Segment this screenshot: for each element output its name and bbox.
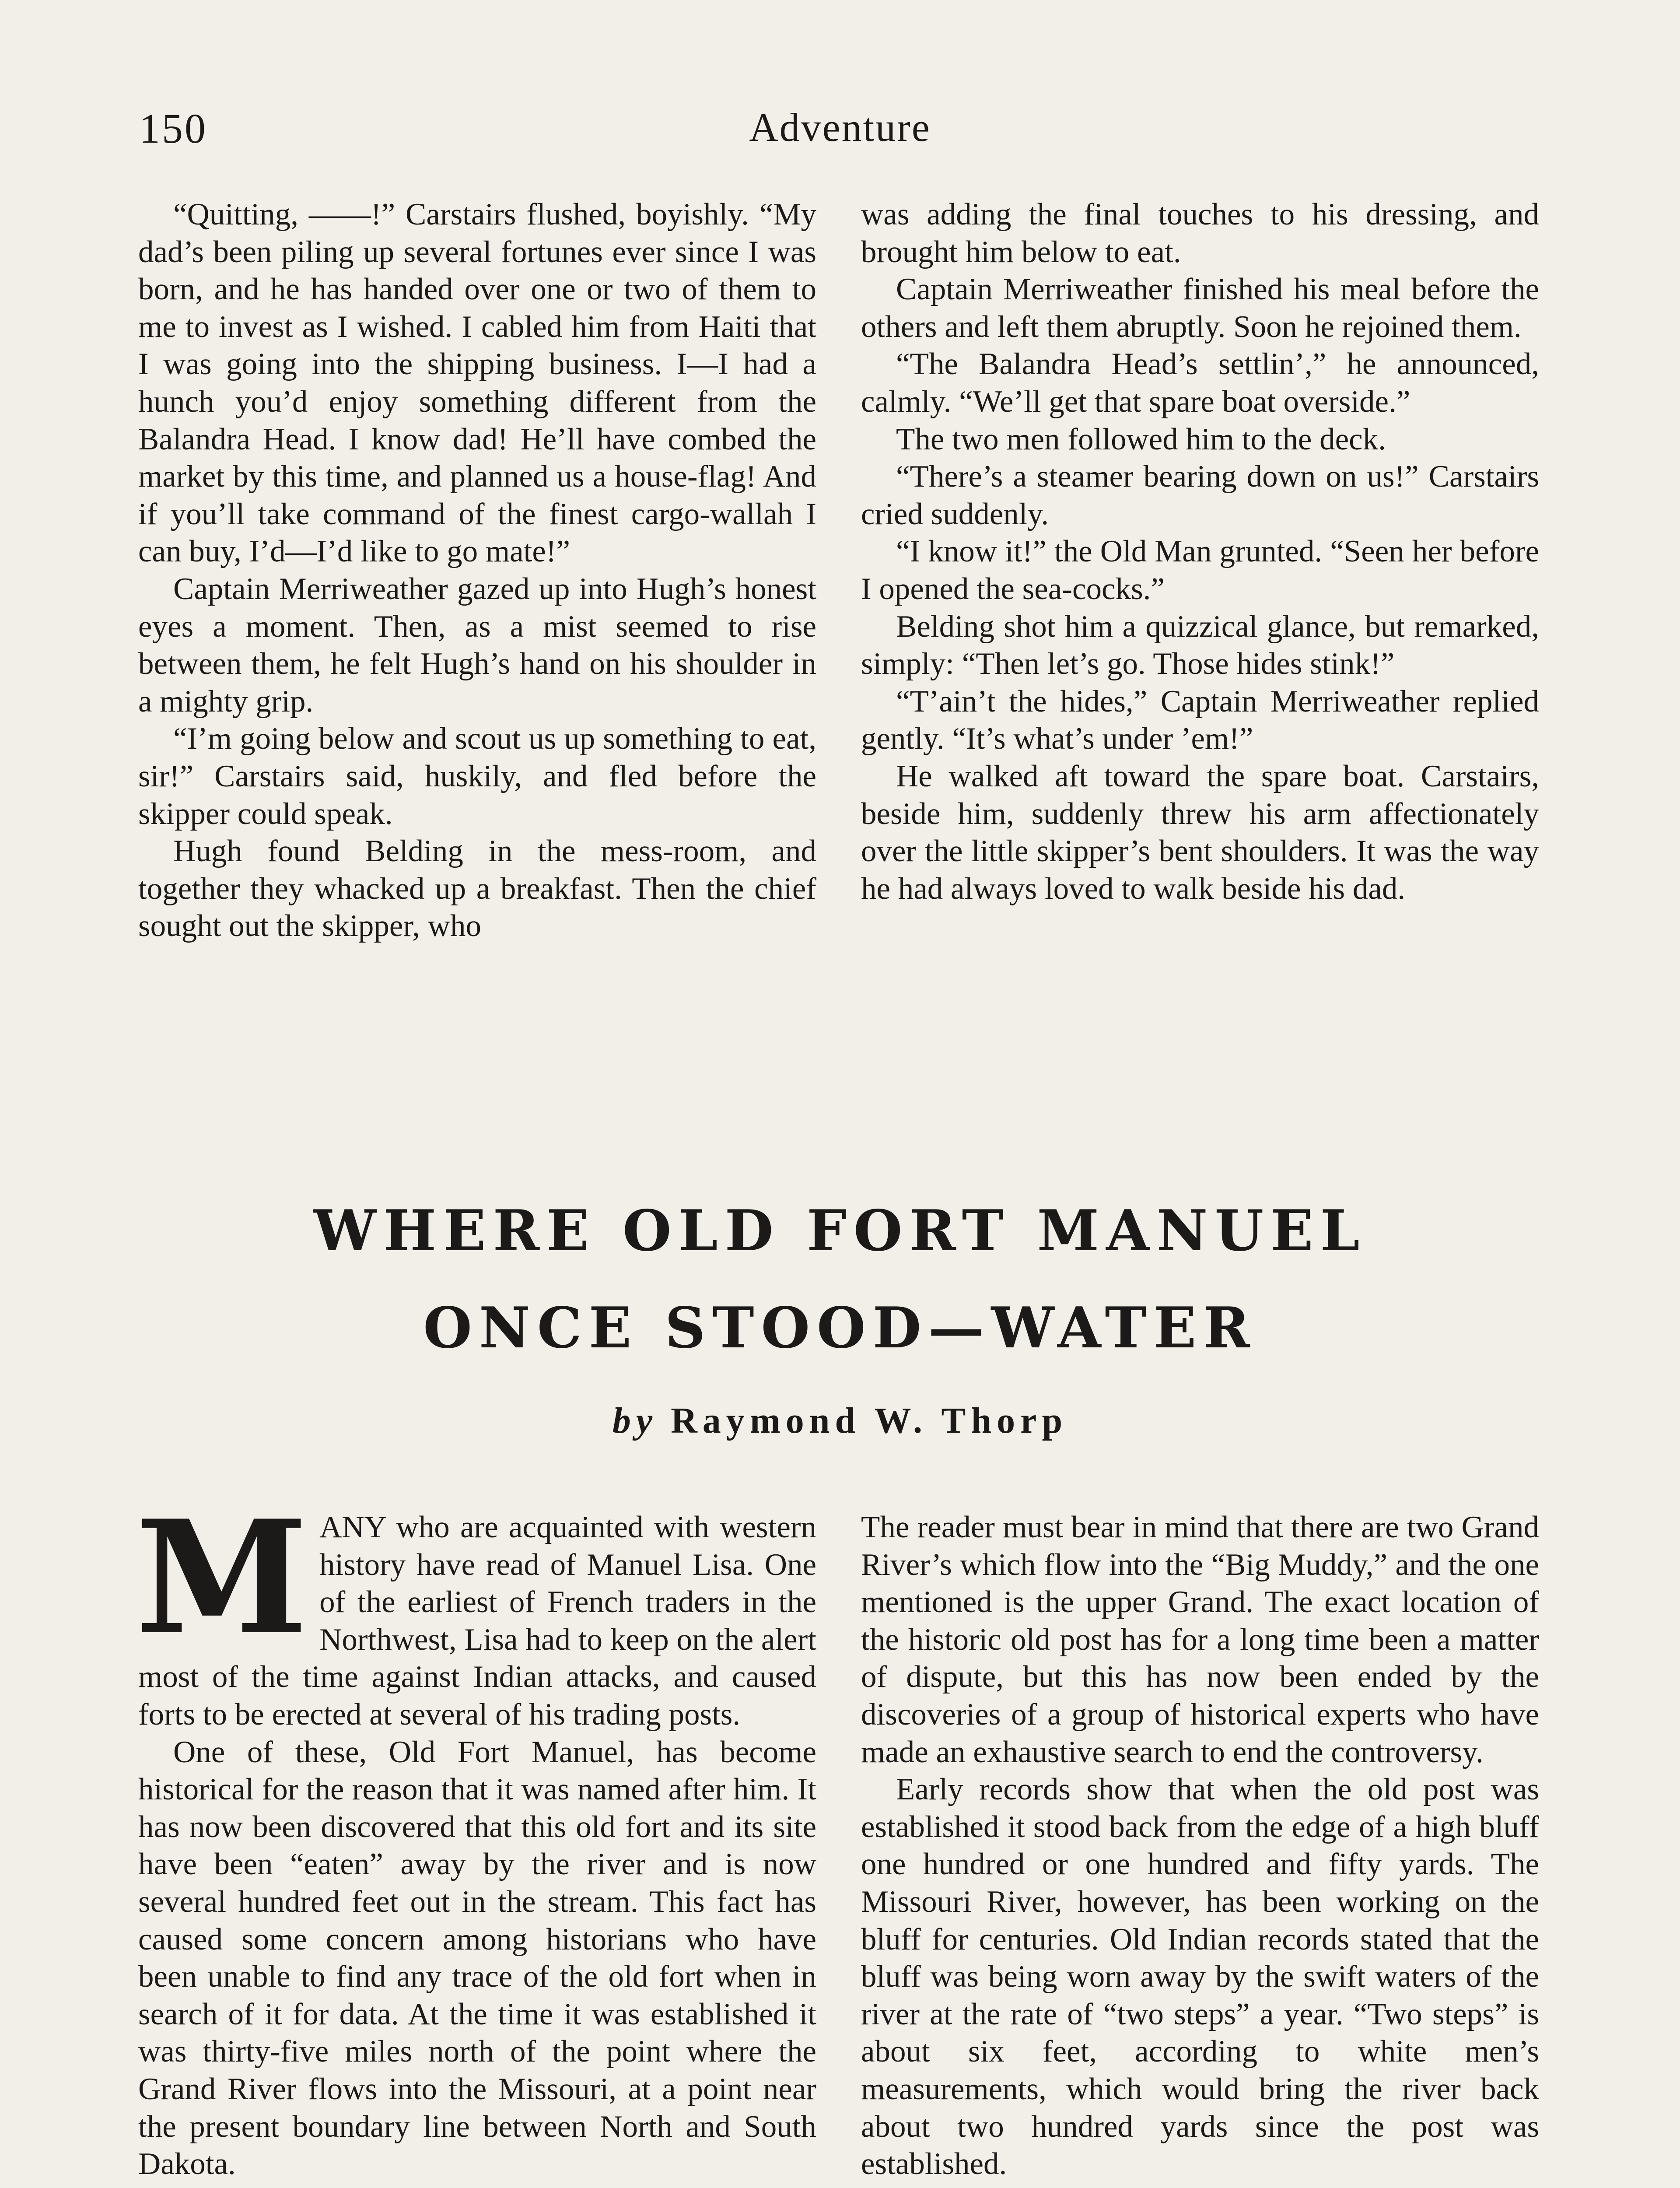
paragraph: “The Balandra Head’s settlin’,” he announced, calmly. “We’ll get that spare boat overside.” xyxy=(861,347,1539,419)
paragraph: “I know it!” the Old Man grunted. “Seen her before I opened the sea-cocks.” xyxy=(861,534,1539,606)
paragraph: The two men followed him to the deck. xyxy=(896,422,1386,456)
article-right-column xyxy=(861,1509,1539,2183)
paragraph: “T’ain’t the hides,” Captain Merriweather replied gently. “It’s what’s under ’em!” xyxy=(861,684,1539,756)
paragraph: The reader must bear in mind that there are two Grand River’s which flow into the “Big Muddy,” and the one mentioned is the upper Grand. The exact location of the historic old post has for a long time been a matter of dispute, but this has now been ended by the discoveries of a group of historical experts who have made an exhaustive search to end the controversy. xyxy=(861,1510,1539,1769)
paragraph: Captain Merriweather gazed up into Hugh’s honest eyes a moment. Then, as a mist seemed to rise between them, he felt Hugh’s hand on his shoulder in a mighty grip. xyxy=(138,572,816,719)
running-head: Adventure xyxy=(749,105,931,150)
page-number: 150 xyxy=(139,105,207,152)
paragraph: He walked aft toward the spare boat. Carstairs, beside him, suddenly threw his arm affectionately over the little skipper’s bent shoulders. It was the way he had always loved to walk beside his dad. xyxy=(861,759,1539,906)
paragraph: “There’s a steamer bearing down on us!” Carstairs cried suddenly. xyxy=(861,459,1539,531)
story-end-right-column xyxy=(861,196,1539,908)
paragraph: “I’m going below and scout us up something to eat, sir!” Carstairs said, huskily, and fled before the skipper could speak. xyxy=(138,722,816,831)
story-end-left-column xyxy=(138,196,816,945)
paragraph: Hugh found Belding in the mess-room, and together they whacked up a breakfast. Then the chief sought out the skipper, who xyxy=(138,834,816,943)
paragraph: Belding shot him a quizzical glance, but remarked, simply: “Then let’s go. Those hides stink!” xyxy=(861,609,1539,681)
paragraph: Early records show that when the old post was established it stood back from the edge of a high bluff one hundred or one hundred and fifty yards. The Missouri River, however, has been working on the bluff for centuries. Old Indian records stated that the bluff was being worn away by the swift waters of the river at the rate of “two steps” a year. “Two steps” is about six feet, according to white men’s measurements, which would bring the river back about two hundred yards since the post was established. xyxy=(861,1772,1539,2181)
byline-by: by xyxy=(612,1400,658,1441)
lead-paragraph xyxy=(136,1486,816,1734)
byline-author: Raymond W. Thorp xyxy=(671,1400,1068,1441)
paragraph: Captain Merriweather finished his meal before the others and left them abruptly. Soon he rejoined them. xyxy=(861,272,1539,344)
byline xyxy=(0,1399,1680,1442)
article-left-column xyxy=(136,1486,816,2183)
drop-cap: M xyxy=(136,1486,308,1669)
lead-text: ANY who are acquainted with western history have read of Manuel Lisa. One of the earliest of French traders in the Northwest, Lisa had to keep on the alert most of the time against Indian attacks, and caused forts to be erected at several of his trading posts. xyxy=(138,1510,816,1732)
paragraph: One of these, Old Fort Manuel, has become historical for the reason that it was named after him. It has now been discovered that this old fort and its site have been “eaten” away by the river and is now several hundred feet out in the stream. This fact has caused some concern among historians who have been unable to find any trace of the old fort when in search of it for data. At the time it was established it was thirty-five miles north of the point where the Grand River flows into the Missouri, at a point near the present boundary line between North and South Dakota. xyxy=(138,1735,816,2181)
article-title-line-1: WHERE OLD FORT MANUEL xyxy=(313,1198,1367,1264)
article-title-line-2: ONCE STOOD—WATER xyxy=(423,1295,1257,1361)
paragraph: “Quitting, ——!” Carstairs flushed, boyishly. “My dad’s been piling up several fortunes ever since I was born, and he has handed over one or two of them to me to invest as I wished. I cabled him from Haiti that I was going into the shipping business. I—I had a hunch you’d enjoy something different from the Balandra Head. I know dad! He’ll have combed the market by this time, and planned us a house-flag! And if you’ll take command of the finest cargo-wallah I can buy, I’d—I’d like to go mate!” xyxy=(138,197,816,569)
paragraph: was adding the final touches to his dressing, and brought him below to eat. xyxy=(861,197,1539,269)
